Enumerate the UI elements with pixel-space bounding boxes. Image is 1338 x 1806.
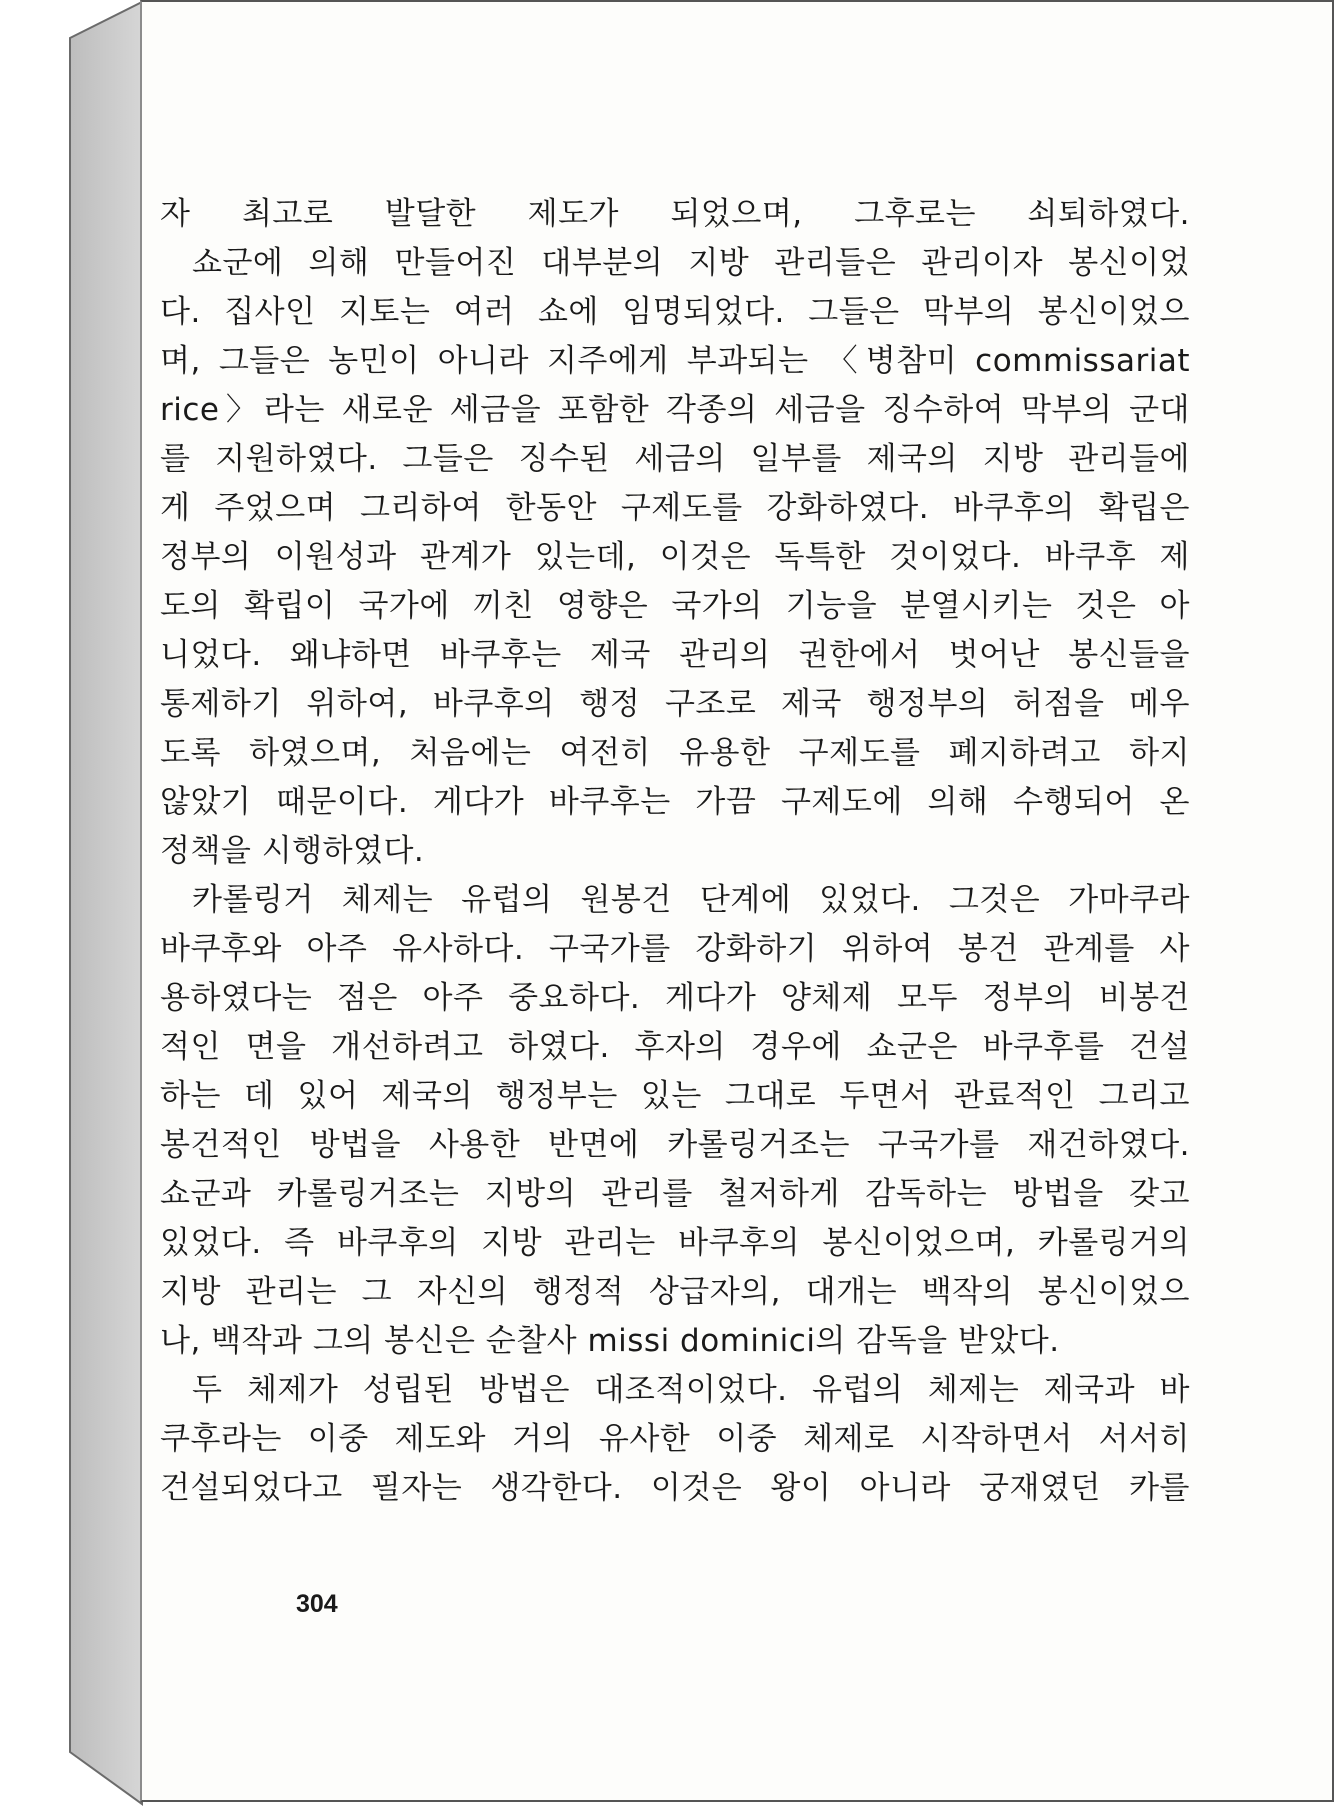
book-spine-face bbox=[70, 2, 142, 1804]
page-number: 304 bbox=[296, 1590, 338, 1618]
text-line: 적인 면을 개선하려고 하였다. 후자의 경우에 쇼군은 바쿠후를 건설 bbox=[160, 1029, 1190, 1065]
text-line: 쇼군과 카롤링거조는 지방의 관리를 철저하게 감독하는 방법을 갖고 bbox=[160, 1176, 1190, 1212]
text-line: 자 최고로 발달한 제도가 되었으며, 그후로는 쇠퇴하였다. bbox=[160, 196, 1190, 232]
text-line: 쿠후라는 이중 제도와 거의 유사한 이중 체제로 시작하면서 서서히 bbox=[160, 1421, 1190, 1457]
text-line: 게 주었으며 그리하여 한동안 구제도를 강화하였다. 바쿠후의 확립은 bbox=[160, 490, 1190, 526]
text-line: 정부의 이원성과 관계가 있는데, 이것은 독특한 것이었다. 바쿠후 제 bbox=[160, 539, 1190, 575]
text-line: 두 체제가 성립된 방법은 대조적이었다. 유럽의 체제는 제국과 바 bbox=[192, 1372, 1190, 1408]
book-edge-graphic bbox=[0, 0, 145, 1806]
text-line: 나, 백작과 그의 봉신은 순찰사 missi dominici의 감독을 받았다. bbox=[160, 1323, 1060, 1359]
text-line: 있었다. 즉 바쿠후의 지방 관리는 바쿠후의 봉신이었으며, 카롤링거의 bbox=[160, 1225, 1190, 1261]
text-line: 쇼군에 의해 만들어진 대부분의 지방 관리들은 관리이자 봉신이었 bbox=[192, 245, 1190, 281]
text-line: rice〉라는 새로운 세금을 포함한 각종의 세금을 징수하여 막부의 군대 bbox=[160, 392, 1190, 428]
text-line: 지방 관리는 그 자신의 행정적 상급자의, 대개는 백작의 봉신이었으 bbox=[160, 1274, 1190, 1310]
text-line: 바쿠후와 아주 유사하다. 구국가를 강화하기 위하여 봉건 관계를 사 bbox=[160, 931, 1190, 967]
text-line: 건설되었다고 필자는 생각한다. 이것은 왕이 아니라 궁재였던 카를 bbox=[160, 1470, 1190, 1506]
text-line: 용하였다는 점은 아주 중요하다. 게다가 양체제 모두 정부의 비봉건 bbox=[160, 980, 1190, 1016]
text-line: 않았기 때문이다. 게다가 바쿠후는 가끔 구제도에 의해 수행되어 온 bbox=[160, 784, 1190, 820]
text-line: 다. 집사인 지토는 여러 쇼에 임명되었다. 그들은 막부의 봉신이었으 bbox=[160, 294, 1190, 330]
text-line: 며, 그들은 농민이 아니라 지주에게 부과되는 〈병참미 commissariat bbox=[160, 343, 1190, 379]
text-line: 카롤링거 체제는 유럽의 원봉건 단계에 있었다. 그것은 가마쿠라 bbox=[192, 882, 1190, 918]
text-line: 도의 확립이 국가에 끼친 영향은 국가의 기능을 분열시키는 것은 아 bbox=[160, 588, 1190, 624]
book-spine bbox=[0, 0, 145, 1806]
text-line: 정책을 시행하였다. bbox=[160, 833, 425, 869]
text-line: 하는 데 있어 제국의 행정부는 있는 그대로 두면서 관료적인 그리고 bbox=[160, 1078, 1190, 1114]
text-line: 봉건적인 방법을 사용한 반면에 카롤링거조는 구국가를 재건하였다. bbox=[160, 1127, 1190, 1163]
text-line: 니었다. 왜냐하면 바쿠후는 제국 관리의 권한에서 벗어난 봉신들을 bbox=[160, 637, 1190, 673]
body-text bbox=[160, 190, 1190, 1513]
text-line: 통제하기 위하여, 바쿠후의 행정 구조로 제국 행정부의 허점을 메우 bbox=[160, 686, 1190, 722]
text-line: 를 지원하였다. 그들은 징수된 세금의 일부를 제국의 지방 관리들에 bbox=[160, 441, 1190, 477]
text-line: 도록 하였으며, 처음에는 여전히 유용한 구제도를 폐지하려고 하지 bbox=[160, 735, 1190, 771]
